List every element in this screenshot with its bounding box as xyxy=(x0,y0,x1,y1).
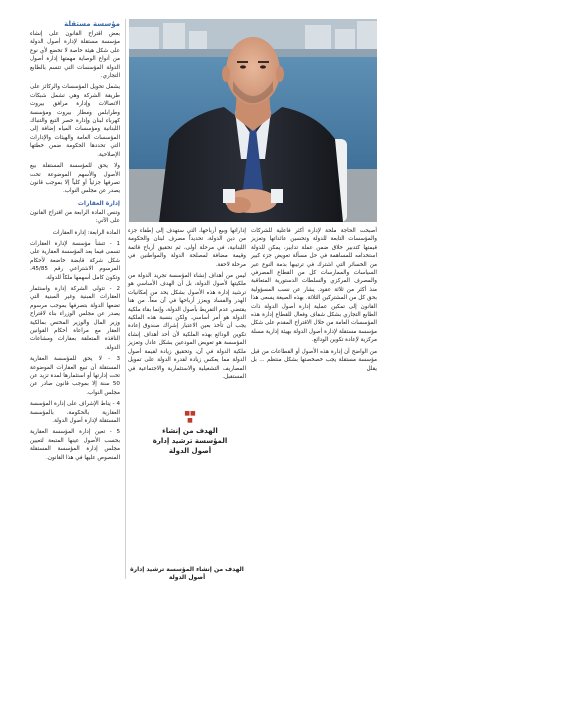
middle-left-column xyxy=(128,227,246,384)
section-heading: مؤسسة مستقلة xyxy=(64,20,120,28)
paragraph: ولا يحق للمؤسسة المستقلة بيع الأصول والأسهم الموضوعة تحت تصرفها جزئياً أو كلياً إلا بموجب قانون يصدر عن مجلس النواب. xyxy=(30,163,120,195)
paragraph: المادة الرابعة: إدارة العقارات xyxy=(52,229,120,236)
paragraph: بعض اقتراح القانون على إنشاء مؤسسة مستقلة لإدارة أصول الدولة على شكل هيئة خاصة لا تخضع لأي نوع من أنواع الوصاية مهمتها إدارة أصول الدولة المؤسسات التي تتسم بالطابع التجاري. xyxy=(30,31,120,80)
column-divider xyxy=(125,19,126,579)
paragraph: من الواضح أن إدارة هذه الأصول أو القطاعات من قبل مؤسسة مستقلة يجب خصخصتها بشكل منتظم ... بل يقلل xyxy=(251,348,377,372)
section-subheading: إدارة العقارات xyxy=(77,199,120,207)
portrait-photo xyxy=(129,19,377,222)
paragraph: أصبحت الحاجة ملحة لإدارة أكثر فاعلية للشركات والمؤسسات التابعة للدولة وتحسين عائداتها وتعزيز قيمتها كتدبير خلاق ضمن عملة تدابير، يمكن للدولة استخدامه للمساهمة في حل مسألة تعويض جزء كبير من الخسائر التي اشترك في ترتيبها بدمة النوع عبر السياسات والممارسات كل من القطاع المصرفي والمصرف المركزي والسلطات الدستورية المتعاقبة منذ أكثر من ثلاثة عقود. يشار عن نسب المسؤولية بحق كل من المشتركين الثلاثة. بهذه الصيغة يسعى هذا القانون إلى تمكين عملية إدارة أصول الدولة ذات الطابع التجاري بشكل شفاف وفعال للقطاع إدارة هذه المؤسسات العامة من خلال الاقتراح المقدم على شكل مؤسسة مستقلة لإدارة أصول الدولة بهيئة إدارية مسلة مركزية لإعادة تكوين الودائع. xyxy=(251,228,377,344)
paragraph: 5 - تعين إدارة المؤسسة العقارية بحسب الأصول عينها المتبعة لتعيين مجلس إدارة المؤسسة المستقلة المنصوص عليها في هذا القانون. xyxy=(30,429,120,461)
portrait-image xyxy=(129,19,377,222)
red-squares-ornament: ■■ ■ xyxy=(184,410,196,424)
paragraph: إداراتها وبيع أرباحها، التي ستهدف إلى إطفاء جزء من دين الدولة، تحديداً مصرف لبنان والحكومة اللبنانية، في مرحلة أولى، ثم تحقيق أرباح قائمة وقيمة مضافة لمصلحة الدولة والمواطنين في مرحلة لاحقة. xyxy=(128,228,246,268)
paragraph: 2 - تتولى الشركة إدارة واستثمار العقارات المبنية وغير المبنية التي تضعها الدولة بتصرفها بموجب مرسوم يصدر عن مجلس الوزراء بناء لاقتراح وزير المال والوزير المختص بمالكية العقار مع مراعاة أحكام القوانين النافذة المتعلقة بعقارات ومشاعات الدولة. xyxy=(30,285,120,351)
pull-quote xyxy=(150,410,230,456)
paragraph: 4 - يناط الإشراف على إدارة المؤسسة العقارية بالحكومة، بالمؤسسة المستقلة لإدارة أصول الدولة. xyxy=(30,401,120,425)
pull-quote-text: الهدف من إنشاء المؤسسة ترشيد إدارة أصول الدولة xyxy=(152,427,228,455)
paragraph: 1 - تتشأ مؤسسة لإدارة العقارات تسمى فيما بعد المؤسسة العقارية على شكل شركة قابضة خاضعة لأحكام المرسوم الاشتراعي رقم 45/85، وتكون كامل أسهمها ملكاً للدولة. xyxy=(30,240,120,281)
bottom-quote: الهدف من إنشاء المؤسسة ترشيد إدارة أصول الدولة xyxy=(130,566,244,581)
paragraph: وتنص المادة الرابعة من اقتراح القانون على الآتي: xyxy=(30,209,120,225)
paragraph: يشمل تحويل المؤسسات والركائز على طريقة الشركة وهي تشمل شبكات الاتصالات وإدارة مرافق بيروت وطرابلس ومطار بيروت ومؤسسة كهرباء لبنان وإدارة حصر التبغ والتنباك اللبنانية ومؤسسات المياه إضافة إلى المؤسسات العامة والهيئات والإدارات التي تحددها الحكومة ضمن خطتها الإصلاحية. xyxy=(30,84,120,158)
paragraph: ليس من أهداف إنشاء المؤسسة تجريد الدولة من ملكيتها لأصول الدولة، بل أن الهدف الأساسي هو ترشيد إدارة هذه الأصول بشكل يحد من إمكانيات الهدر والفساد ويعزز أرباحها في آن معاً. من هنا يقتضي عدم التفريط بأصول الدولة، وإنما بقاء ملكية الدولة هو أمر أساسي. ولكن بنسبة هذه الملكية يجب أن تأخذ بعين الاعتبار إشراك صندوق إعادة تكوين الودائع بهذه الملكية لأن أحد أهداف إنشاء المؤسسة هو تعويض المودعين بشكل عادل وتعزيز ملكية الدولة في آن، وتحقيق زيادة لقيمة أصول الدولة مما يعكس زيادة لقدرة الدولة على تمويل المصاريف التشغيلية والاستثمارية والاجتماعية في المستقبل. xyxy=(128,273,246,380)
paragraph: 3 - لا يحق للمؤسسة العقارية المستقلة أن تبيع العقارات الموضوعة تحت إدارتها أو استثمارها لمدة تزيد عن 50 سنة إلا بموجب قانون صادر عن مجلس النواب. xyxy=(30,356,120,396)
middle-right-column xyxy=(251,227,377,376)
left-column xyxy=(30,19,120,465)
